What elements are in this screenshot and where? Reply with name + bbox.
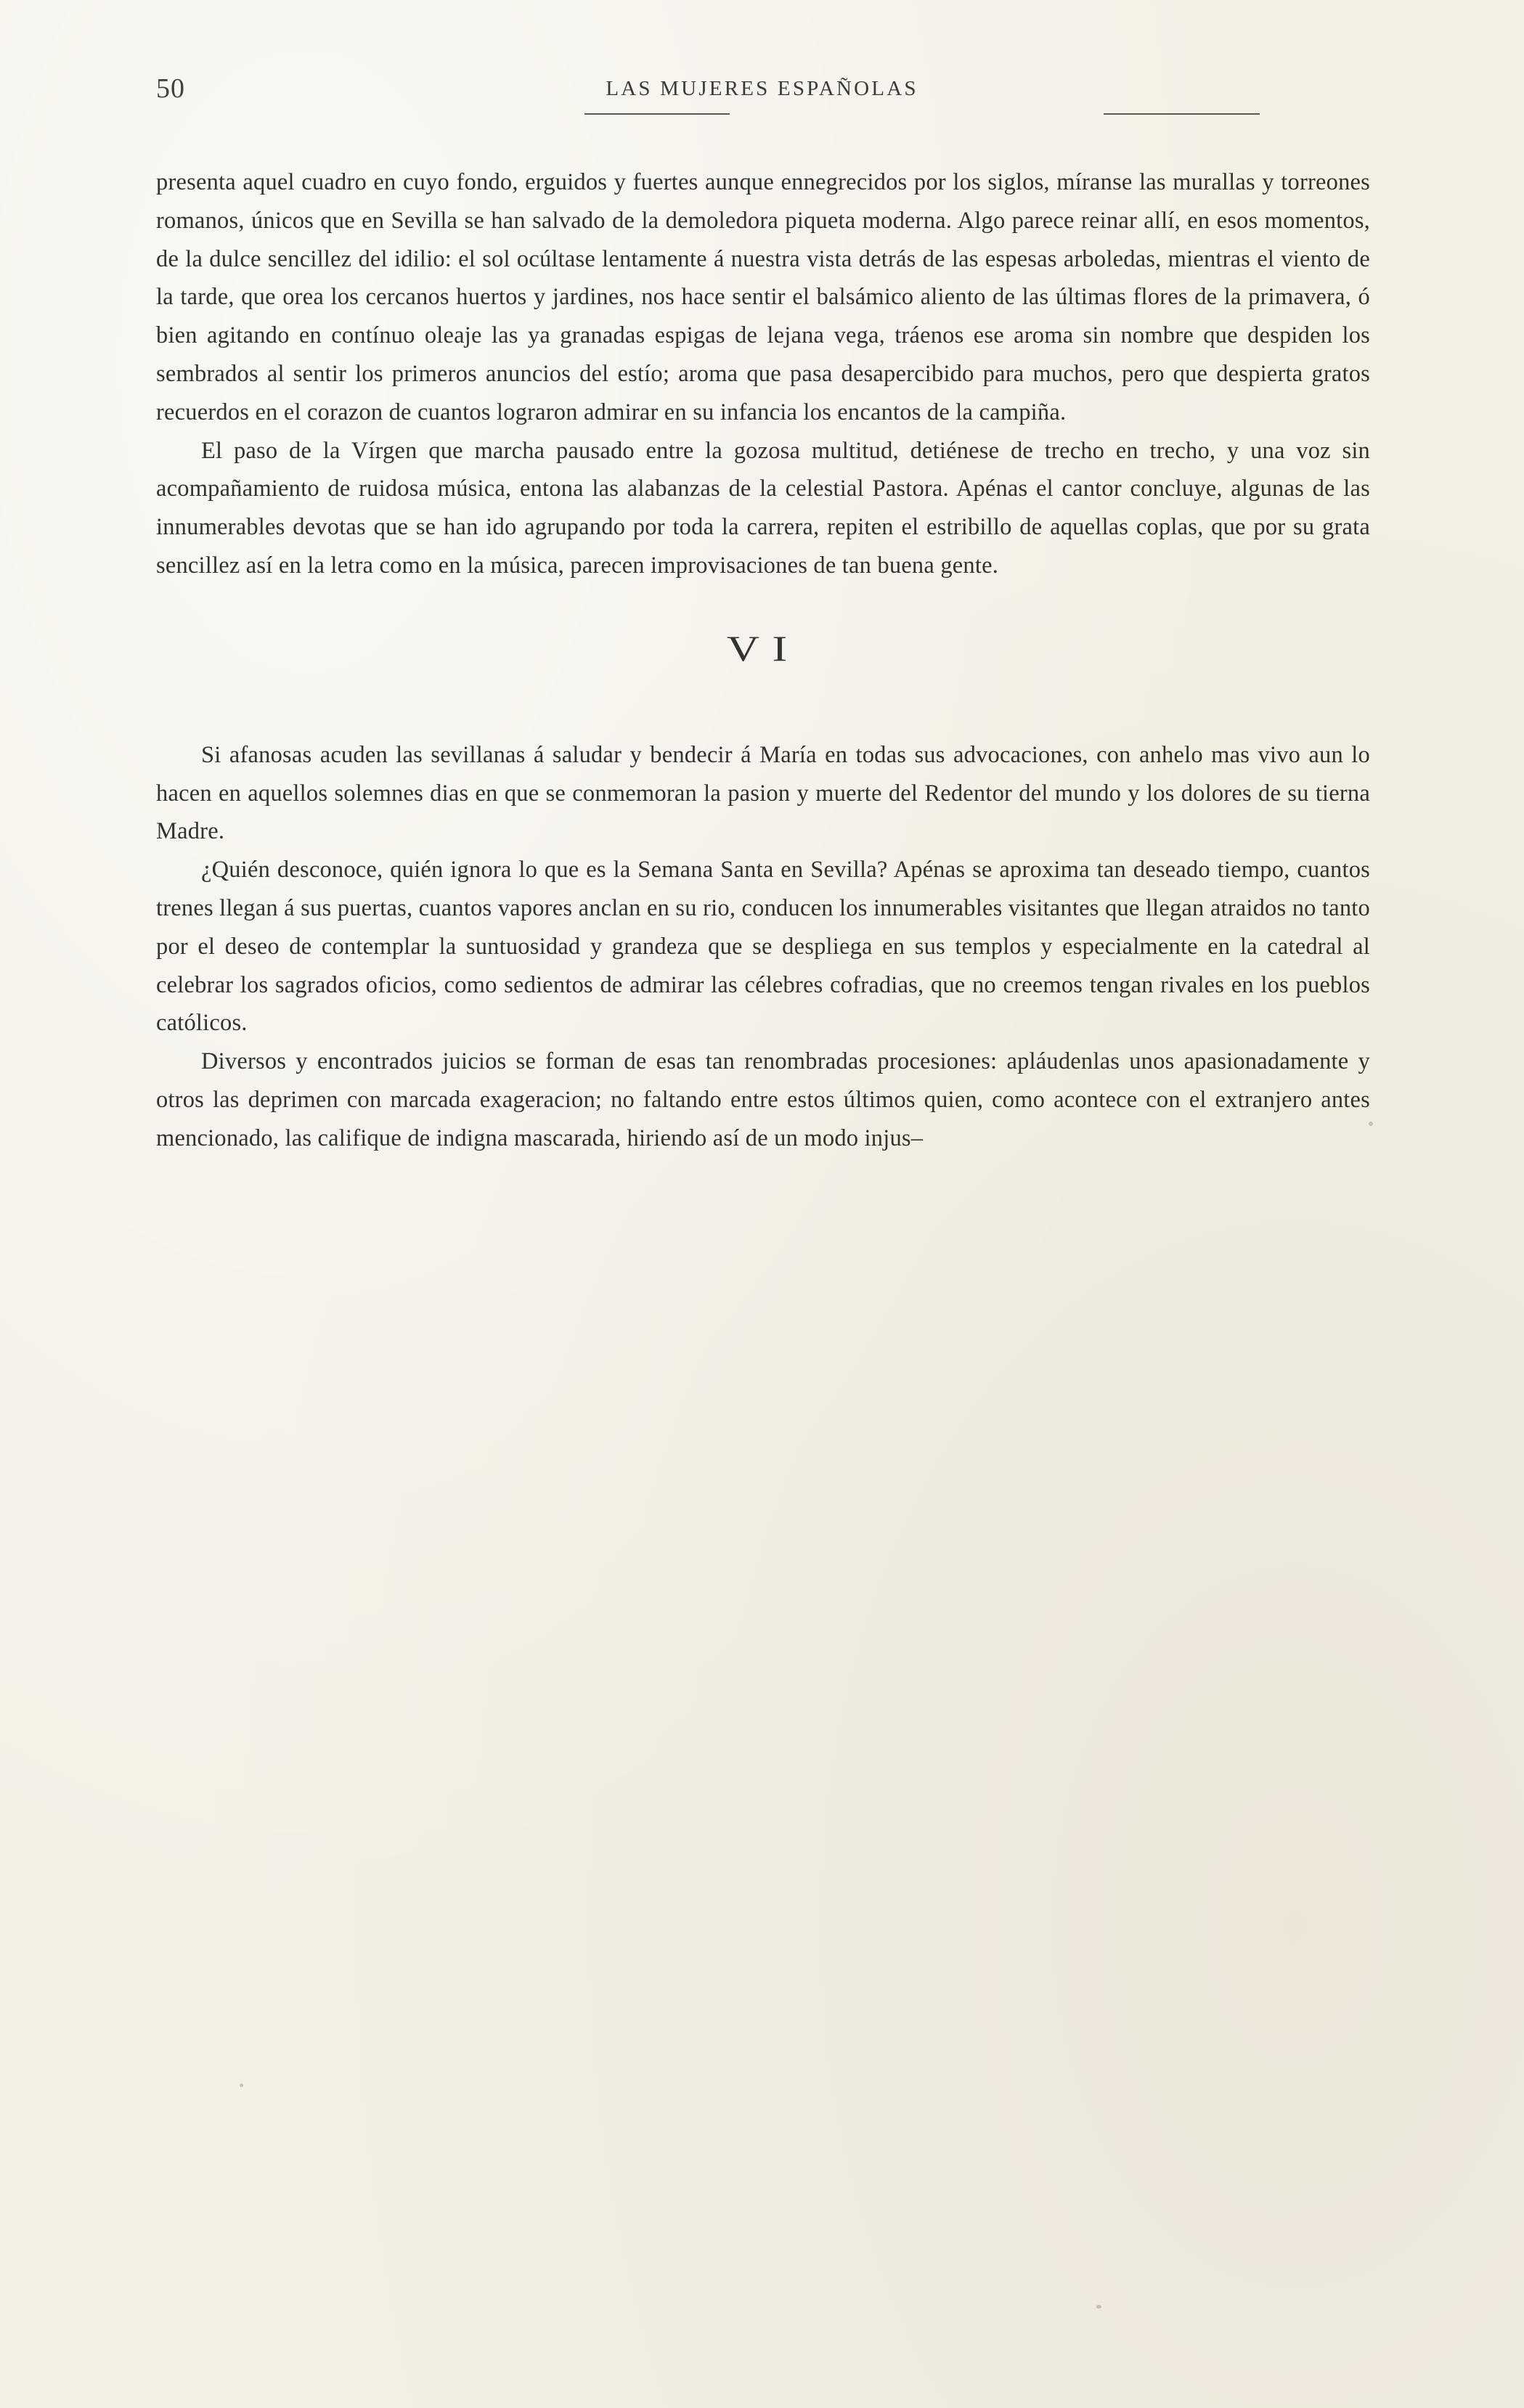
paragraph: presenta aquel cuadro en cuyo fondo, erguidos y fuertes aunque ennegrecidos por los siglos, míranse las murallas y torreones romanos, únicos que en Sevilla se han salvado de la demoledora piqueta moderna. Algo parece reinar allí, en esos momentos, de la dulce sencillez del idilio: el sol ocúltase lentamente á nuestra vista detrás de las espesas arboledas, mientras el viento de la tarde, que orea los cercanos huertos y jardines, nos hace sentir el balsámico aliento de las últimas flores de la primavera, ó bien agitando en contínuo oleaje las ya granadas espigas de lejana vega, tráenos ese aroma sin nombre que despiden los sembrados al sentir los primeros anuncios del estío; aroma que pasa desapercibido para muchos, pero que despierta gratos recuerdos en el corazon de cuantos lograron admirar en su infancia los encantos de la campiña.	[156, 169, 1370, 425]
paper-speck	[1096, 2305, 1101, 2309]
paragraph: El paso de la Vírgen que marcha pausado entre la gozosa multitud, detiénese de trecho en trecho, y una voz sin acompañamiento de ruidosa música, entona las alabanzas de la celestial Pastora. Apénas el cantor concluye, algunas de las innumerables devotas que se han ido agrupando por toda la carrera, repiten el estribillo de aquellas coplas, que por su grata sencillez así en la letra como en la música, parecen improvisaciones de tan buena gente.	[156, 437, 1370, 579]
paragraph: Si afanosas acuden las sevillanas á saludar y bendecir á María en todas sus advocaciones, con anhelo mas vivo aun lo hacen en aquellos solemnes dias en que se conmemoran la pasion y muerte del Redentor del mundo y los dolores de su tierna Madre.	[156, 741, 1370, 845]
paper-speck	[240, 2083, 243, 2087]
page-header	[156, 67, 1368, 118]
paper-speck	[1369, 1122, 1373, 1126]
folio-number: 50	[156, 73, 185, 104]
text-column	[156, 163, 1370, 1158]
header-rule-right	[1104, 113, 1260, 115]
chapter-number-text: VI	[726, 627, 800, 669]
running-title: LAS MUJERES ESPAÑOLAS	[606, 77, 918, 100]
paragraph: Diversos y encontrados juicios se forman de esas tan renombradas procesiones: apláudenlas unos apasionadamente y otros las deprimen con marcada exageracion; no faltando entre estos últimos quien, como acontece con el extranjero antes mencionado, las califique de indigna mascarada, hiriendo así de un modo injus–	[156, 1048, 1370, 1151]
chapter-spacer	[156, 669, 1370, 736]
paragraph: ¿Quién desconoce, quién ignora lo que es la Semana Santa en Sevilla? Apénas se aproxima tan deseado tiempo, cuantos trenes llegan á sus puertas, cuantos vapores anclan en su rio, conducen los innumerables visitantes que llegan atraidos no tanto por el deseo de contemplar la suntuosidad y grandeza que se despliega en sus templos y especialmente en la catedral al celebrar los sagrados oficios, como sedientos de admirar las célebres cofradias, que no creemos tengan rivales en los pueblos católicos.	[156, 857, 1370, 1037]
chapter-number	[156, 627, 1370, 669]
header-rule-left	[584, 113, 730, 115]
